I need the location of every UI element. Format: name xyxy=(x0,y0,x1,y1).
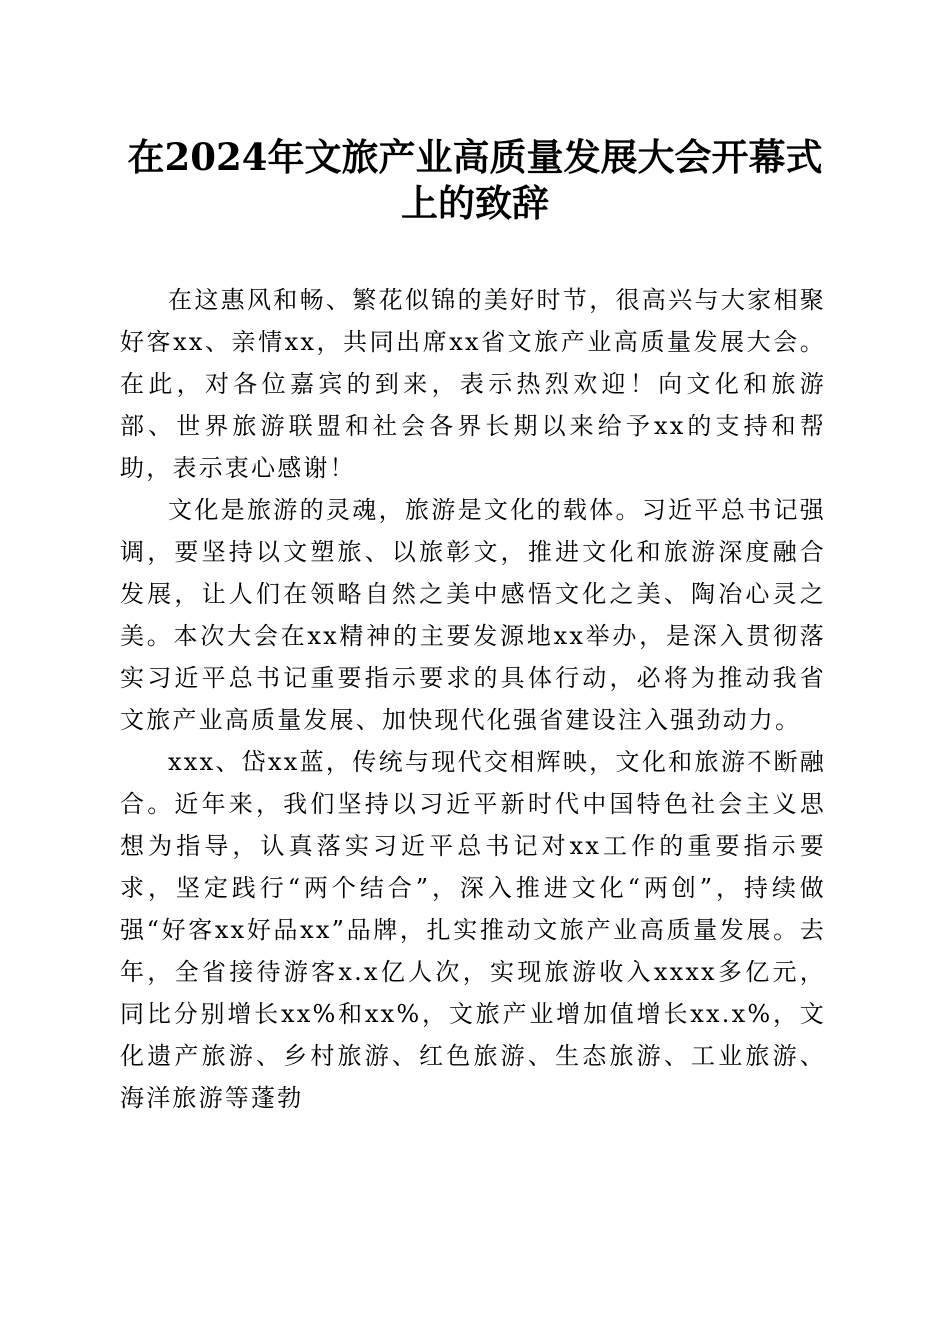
paragraph-1: 在这惠风和畅、繁花似锦的美好时节，很高兴与大家相聚好客xx、亲情xx，共同出席xx省文旅产业高质量发展大会。在此，对各位嘉宾的到来，表示热烈欢迎！向文化和旅游部、世界旅游联盟和社会各界长期以来给予xx的支持和帮助，表示衷心感谢！ xyxy=(120,286,826,482)
document-body xyxy=(120,279,826,1119)
paragraph-2: 文化是旅游的灵魂，旅游是文化的载体。习近平总书记强调，要坚持以文塑旅、以旅彰文，推进文化和旅游深度融合发展，让人们在领略自然之美中感悟文化之美、陶冶心灵之美。本次大会在xx精神的主要发源地xx举办，是深入贯彻落实习近平总书记重要指示要求的具体行动，必将为推动我省文旅产业高质量发展、加快现代化强省建设注入强劲动力。 xyxy=(120,496,826,734)
paragraph-3: xxx、岱xx蓝，传统与现代交相辉映，文化和旅游不断融合。近年来，我们坚持以习近平新时代中国特色社会主义思想为指导，认真落实习近平总书记对xx工作的重要指示要求，坚定践行“两个结合”，深入推进文化“两创”，持续做强“好客xx好品xx”品牌，扎实推动文旅产业高质量发展。去年，全省接待游客x.x亿人次，实现旅游收入xxxx多亿元，同比分别增长xx%和xx%，文旅产业增加值增长xx.x%，文化遗产旅游、乡村旅游、红色旅游、生态旅游、工业旅游、海洋旅游等蓬勃 xyxy=(120,748,826,1112)
document-title: 在2024年文旅产业高质量发展大会开幕式上的致辞 xyxy=(127,135,823,225)
